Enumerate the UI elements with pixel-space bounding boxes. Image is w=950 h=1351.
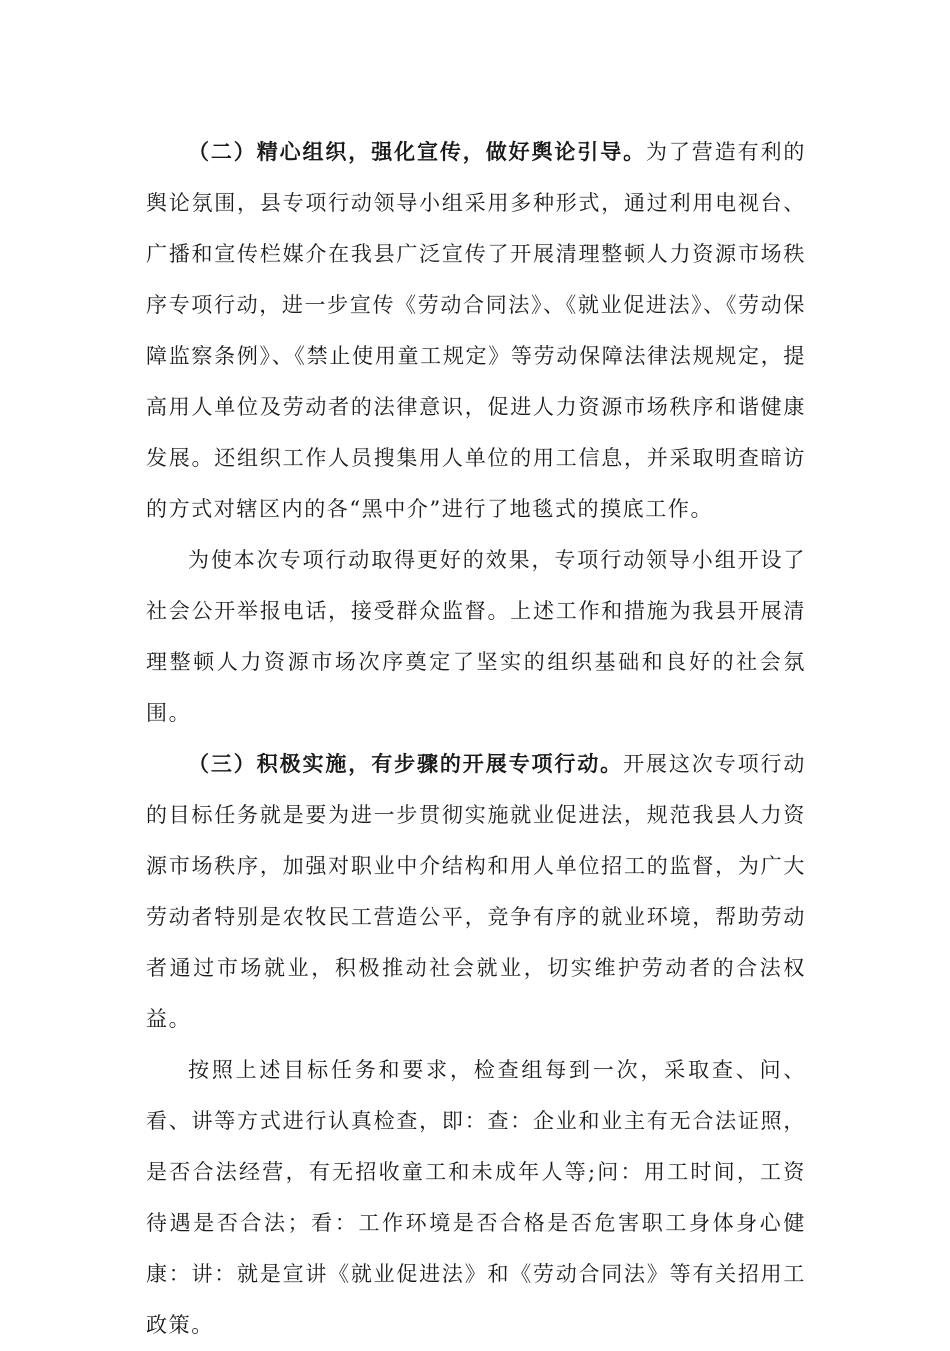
section-heading-2: （二）精心组织，强化宣传，做好舆论引导。 <box>188 140 646 164</box>
paragraph-text: 为了营造有利的舆论氛围，县专项行动领导小组采用多种形式，通过利用电视台、广播和宣传栏媒介在我县广泛宣传了开展清理整顿人力资源市场秩序专项行动，进一步宣传《劳动合同法》、《就业促进法》、《劳动保障监察条例》、《禁止使用童工规定》等劳动保障法律法规规定，提高用人单位及劳动者的法律意识，促进人力资源市场秩序和谐健康发展。还组织工作人员搜集用人单位的用工信息，并采取明查暗访的方式对辖区内的各“黑中介”进行了地毯式的摸底工作。 <box>146 140 806 521</box>
paragraph-implementation <box>146 739 806 1045</box>
paragraph-inspection <box>146 1045 806 1351</box>
document-body <box>146 127 806 1351</box>
paragraph-text: 为使本次专项行动取得更好的效果，专项行动领导小组开设了社会公开举报电话，接受群众监督。上述工作和措施为我县开展清理整顿人力资源市场次序奠定了坚实的组织基础和良好的社会氛围。 <box>146 548 806 725</box>
paragraph-publicity <box>146 127 806 535</box>
paragraph-text: 按照上述目标任务和要求，检查组每到一次，采取查、问、看、讲等方式进行认真检查，即：查：企业和业主有无合法证照，是否合法经营，有无招收童工和未成年人等;问：用工时间，工资待遇是否合法；看：工作环境是否合格是否危害职工身体身心健康：讲：就是宣讲《就业促进法》和《劳动合同法》等有关招用工政策。 <box>146 1058 806 1337</box>
paragraph-text: 开展这次专项行动的目标任务就是要为进一步贯彻实施就业促进法，规范我县人力资源市场秩序，加强对职业中介结构和用人单位招工的监督，为广大劳动者特别是农牧民工营造公平，竞争有序的就业环境，帮助劳动者通过市场就业，积极推动社会就业，切实维护劳动者的合法权益。 <box>146 752 806 1031</box>
paragraph-hotline <box>146 535 806 739</box>
section-heading-3: （三）积极实施，有步骤的开展专项行动。 <box>188 752 624 776</box>
